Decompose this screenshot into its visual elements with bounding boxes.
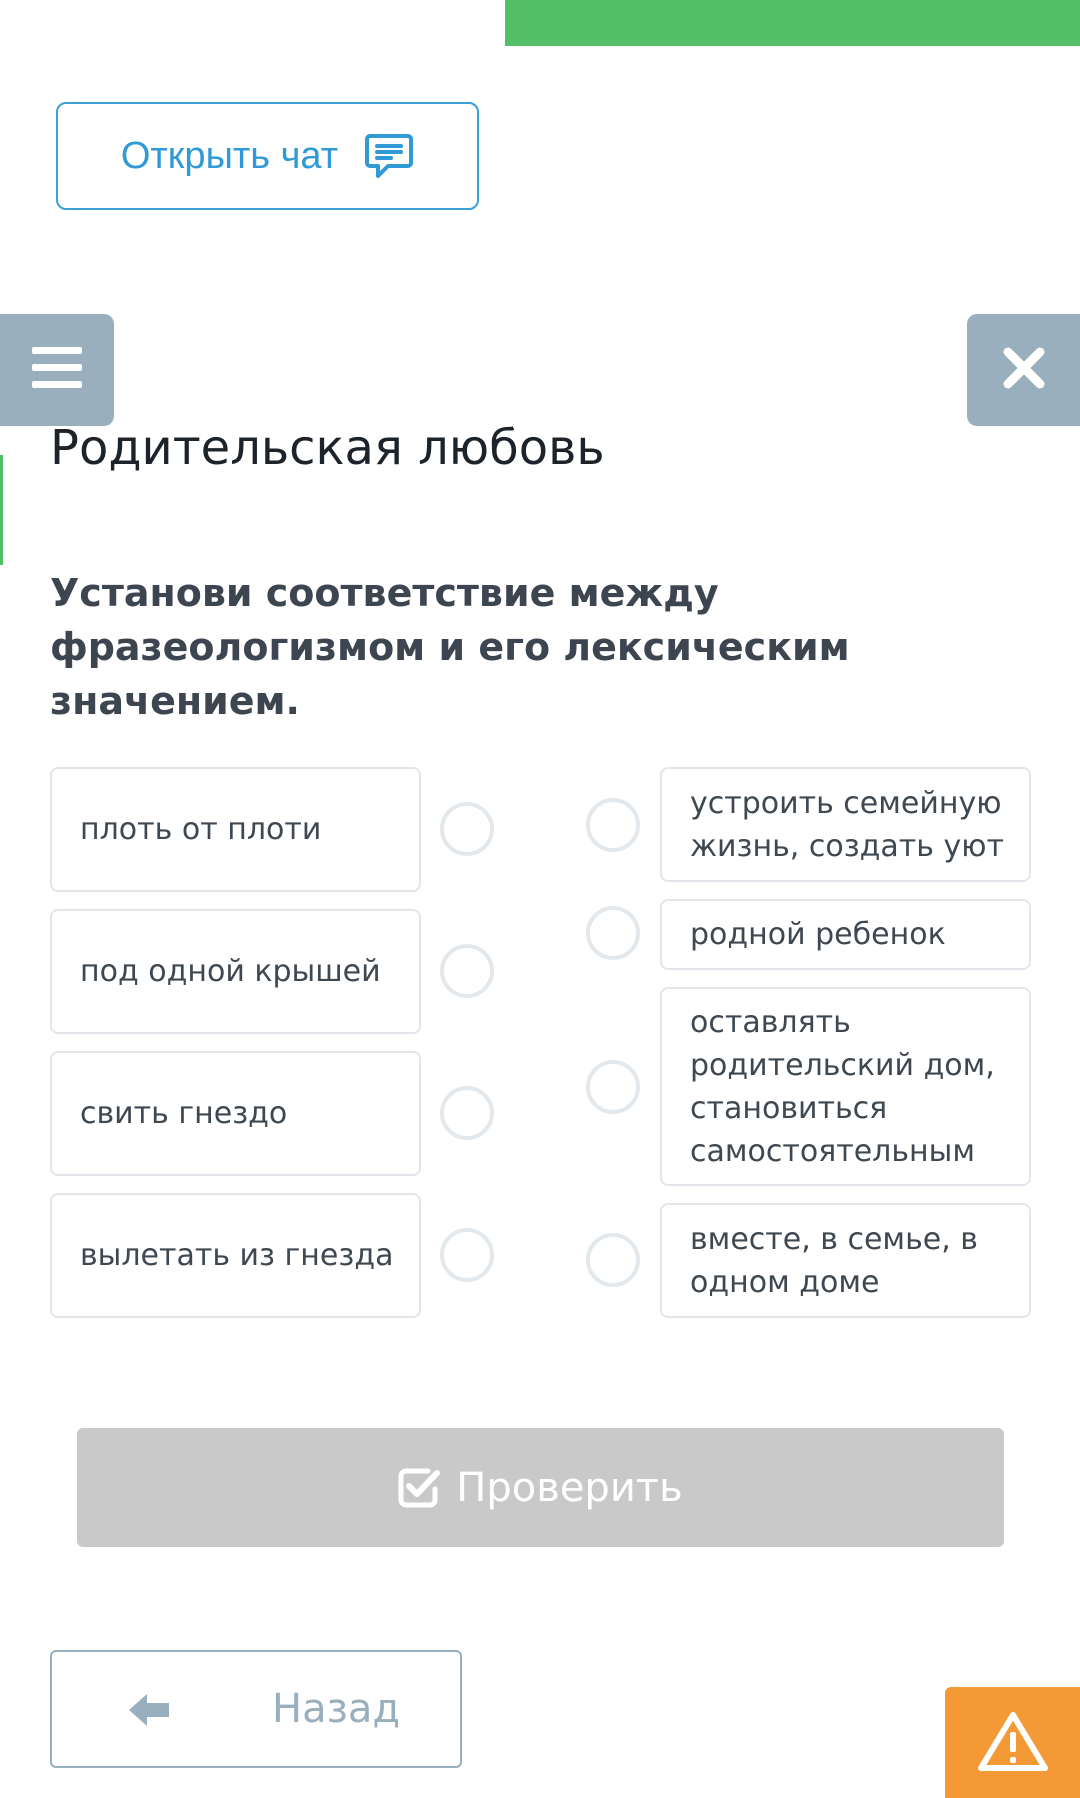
left-item-1[interactable]: [50, 767, 421, 892]
left-connector-1[interactable]: [440, 802, 494, 856]
check-button-label: Проверить: [456, 1464, 683, 1511]
left-item-text: под одной крышей: [80, 954, 381, 989]
left-item-2[interactable]: [50, 909, 421, 1034]
right-connector-1[interactable]: [586, 798, 640, 852]
side-accent-bar: [0, 455, 3, 565]
chat-bubble-icon: [364, 131, 414, 181]
left-item-text: свить гнездо: [80, 1096, 288, 1131]
left-connector-4[interactable]: [440, 1228, 494, 1282]
back-button[interactable]: [50, 1650, 462, 1768]
back-button-label: Назад: [272, 1686, 401, 1732]
left-connector-2[interactable]: [440, 944, 494, 998]
right-item-3[interactable]: [660, 987, 1031, 1186]
open-chat-label: Открыть чат: [120, 134, 339, 177]
right-item-4[interactable]: [660, 1203, 1031, 1318]
left-connector-3[interactable]: [440, 1086, 494, 1140]
close-icon: [1002, 346, 1046, 394]
exercise-instruction: Установи соответствие между фразеологизмом и его лексическим значением.: [50, 571, 850, 723]
left-item-4[interactable]: [50, 1193, 421, 1318]
right-item-text: вместе, в семье, в одном доме: [690, 1221, 978, 1300]
close-button[interactable]: [967, 314, 1080, 426]
checkbox-check-icon: [398, 1467, 440, 1509]
check-button[interactable]: [77, 1428, 1004, 1547]
left-item-text: вылетать из гнезда: [80, 1238, 394, 1273]
menu-button[interactable]: [0, 314, 114, 426]
left-item-3[interactable]: [50, 1051, 421, 1176]
right-item-2[interactable]: [660, 899, 1031, 970]
right-item-1[interactable]: [660, 767, 1031, 882]
right-item-text: оставлять родительский дом, становиться самостоятельным: [690, 1004, 995, 1169]
exercise-title: Родительская любовь: [50, 420, 605, 476]
left-item-text: плоть от плоти: [80, 812, 322, 847]
right-item-text: родной ребенок: [690, 917, 946, 952]
right-connector-2[interactable]: [586, 906, 640, 960]
top-green-banner[interactable]: [505, 0, 1080, 46]
right-item-text: устроить семейную жизнь, создать уют: [690, 785, 1004, 864]
arrow-left-icon: [127, 1690, 171, 1734]
open-chat-button[interactable]: [56, 102, 479, 210]
hamburger-menu-icon: [30, 345, 84, 395]
right-connector-3[interactable]: [586, 1060, 640, 1114]
warning-triangle-icon: [977, 1710, 1049, 1776]
report-issue-button[interactable]: [945, 1687, 1080, 1798]
right-connector-4[interactable]: [586, 1233, 640, 1287]
